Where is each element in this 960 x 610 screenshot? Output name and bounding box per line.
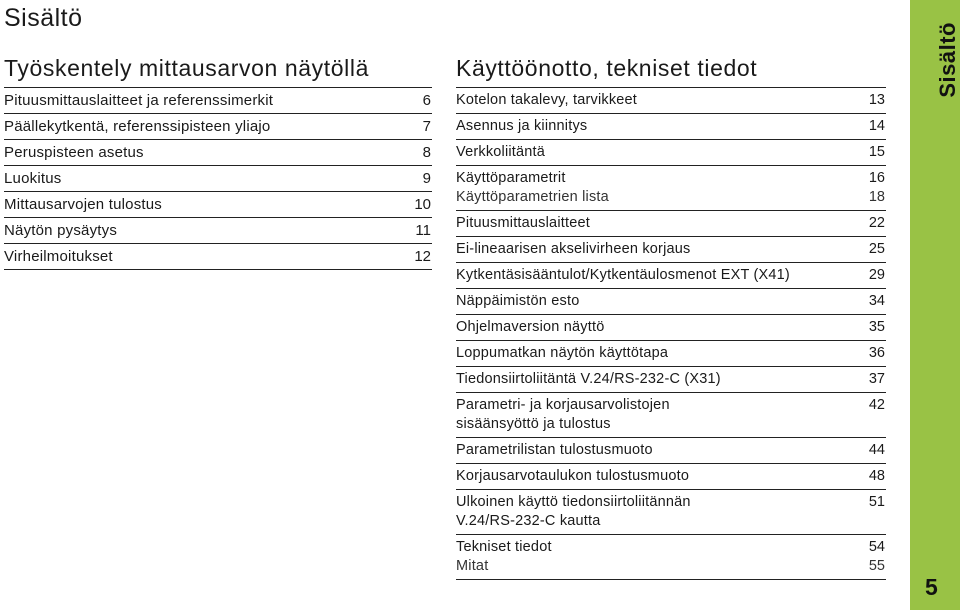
toc-line xyxy=(456,396,886,415)
toc-entry xyxy=(456,211,886,237)
toc-entry-page: 10 xyxy=(414,196,431,213)
toc-line xyxy=(456,493,886,512)
toc-line xyxy=(456,318,886,337)
left-section-heading: Työskentely mittausarvon näytöllä xyxy=(4,55,369,81)
toc-entry-page: 13 xyxy=(868,92,885,108)
toc-entry xyxy=(456,114,886,140)
toc-entry xyxy=(456,367,886,393)
toc-entry-page: 11 xyxy=(415,222,431,239)
toc-line xyxy=(456,557,886,576)
toc-entry xyxy=(4,218,432,244)
toc-entry-title: Korjausarvotaulukon tulostusmuoto xyxy=(456,468,690,484)
toc-entry-page: 14 xyxy=(868,118,885,134)
toc-line xyxy=(4,143,432,162)
toc-line xyxy=(456,415,886,434)
toc-entry-title: V.24/RS-232-C kautta xyxy=(456,513,601,529)
toc-entry-title: Pituusmittauslaitteet ja referenssimerkit xyxy=(4,92,274,109)
toc-entry-page: 12 xyxy=(414,248,431,265)
toc-line xyxy=(456,240,886,259)
toc-line xyxy=(456,441,886,460)
toc-entry-page: 34 xyxy=(868,293,885,309)
toc-entry-title: Käyttöparametrien lista xyxy=(456,189,609,205)
toc-entry-title: Kotelon takalevy, tarvikkeet xyxy=(456,92,638,108)
toc-line xyxy=(4,247,432,266)
toc-entry-title: Loppumatkan näytön käyttötapa xyxy=(456,345,669,361)
toc-line xyxy=(456,512,886,531)
toc-entry-title: Tekniset tiedot xyxy=(456,539,552,555)
toc-line xyxy=(456,169,886,188)
toc-entry-title: Näppäimistön esto xyxy=(456,293,580,309)
toc-entry xyxy=(456,490,886,535)
right-section-heading: Käyttöönotto, tekniset tiedot xyxy=(456,55,758,81)
toc-line xyxy=(4,195,432,214)
toc-entry-title: sisäänsyöttö ja tulostus xyxy=(456,416,611,432)
toc-line xyxy=(4,169,432,188)
toc-entry xyxy=(4,166,432,192)
toc-line xyxy=(456,214,886,233)
toc-line xyxy=(4,221,432,240)
toc-entry-page: 35 xyxy=(868,319,885,335)
toc-entry xyxy=(456,438,886,464)
toc-entry-title: Verkkoliitäntä xyxy=(456,144,546,160)
toc-entry-title: Näytön pysäytys xyxy=(4,222,118,239)
toc-entry xyxy=(456,88,886,114)
toc-line xyxy=(456,143,886,162)
toc-entry xyxy=(456,263,886,289)
toc-line xyxy=(456,117,886,136)
toc-entry xyxy=(4,114,432,140)
toc-entry xyxy=(456,315,886,341)
toc-entry-title: Tiedonsiirtoliitäntä V.24/RS-232-C (X31) xyxy=(456,371,721,387)
toc-line xyxy=(456,91,886,110)
toc-entry-page: 37 xyxy=(868,371,885,387)
toc-line xyxy=(456,188,886,207)
right-toc-list xyxy=(456,87,886,580)
page-title: Sisältö xyxy=(4,4,83,32)
toc-entry-page: 16 xyxy=(868,170,885,186)
toc-entry-page: 48 xyxy=(868,468,885,484)
side-tab-label: Sisältö xyxy=(935,22,960,98)
toc-line xyxy=(456,292,886,311)
toc-entry xyxy=(4,140,432,166)
toc-line xyxy=(456,538,886,557)
toc-entry-page: 7 xyxy=(422,118,431,135)
toc-line xyxy=(4,117,432,136)
page-number: 5 xyxy=(925,574,938,600)
toc-entry-page: 29 xyxy=(868,267,885,283)
toc-entry xyxy=(4,244,432,270)
toc-entry-page: 51 xyxy=(868,494,885,510)
toc-line xyxy=(4,91,432,110)
toc-entry-title: Kytkentäsisääntulot/Kytkentäulosmenot EXT (X41) xyxy=(456,267,790,283)
toc-entry xyxy=(456,341,886,367)
toc-entry-title: Pituusmittauslaitteet xyxy=(456,215,590,231)
toc-entry-page: 8 xyxy=(422,144,431,161)
toc-entry-title: Mitat xyxy=(456,558,489,574)
toc-entry-page: 18 xyxy=(868,189,885,205)
toc-line xyxy=(456,467,886,486)
toc-entry-title: Mittausarvojen tulostus xyxy=(4,196,163,213)
toc-entry-page: 25 xyxy=(868,241,885,257)
toc-entry-title: Päällekytkentä, referenssipisteen yliajo xyxy=(4,118,271,135)
toc-entry-page: 55 xyxy=(868,558,885,574)
toc-entry-title: Luokitus xyxy=(4,170,62,187)
toc-entry xyxy=(456,140,886,166)
toc-entry-page: 9 xyxy=(422,170,431,187)
toc-entry xyxy=(4,88,432,114)
toc-entry-title: Parametri- ja korjausarvolistojen xyxy=(456,397,670,413)
toc-entry-title: Virheilmoitukset xyxy=(4,248,113,265)
toc-entry-page: 44 xyxy=(868,442,885,458)
toc-entry-title: Asennus ja kiinnitys xyxy=(456,118,588,134)
left-toc-list xyxy=(4,87,432,270)
toc-entry-page: 42 xyxy=(868,397,885,413)
toc-entry-page: 36 xyxy=(868,345,885,361)
toc-entry-title: Ulkoinen käyttö tiedonsiirtoliitännän xyxy=(456,494,691,510)
toc-line xyxy=(456,344,886,363)
toc-entry-title: Peruspisteen asetus xyxy=(4,144,144,161)
toc-entry-page: 6 xyxy=(422,92,431,109)
toc-entry-page: 22 xyxy=(868,215,885,231)
toc-entry xyxy=(456,393,886,438)
toc-line xyxy=(456,266,886,285)
toc-entry xyxy=(456,166,886,211)
toc-entry xyxy=(456,535,886,580)
toc-line xyxy=(456,370,886,389)
toc-entry-title: Ei-lineaarisen akselivirheen korjaus xyxy=(456,241,691,257)
toc-entry-page: 54 xyxy=(868,539,885,555)
toc-entry xyxy=(456,289,886,315)
toc-entry-title: Parametrilistan tulostusmuoto xyxy=(456,442,653,458)
toc-entry xyxy=(456,464,886,490)
toc-entry-title: Käyttöparametrit xyxy=(456,170,566,186)
toc-entry-title: Ohjelmaversion näyttö xyxy=(456,319,605,335)
toc-entry xyxy=(456,237,886,263)
toc-entry-page: 15 xyxy=(868,144,885,160)
toc-entry xyxy=(4,192,432,218)
